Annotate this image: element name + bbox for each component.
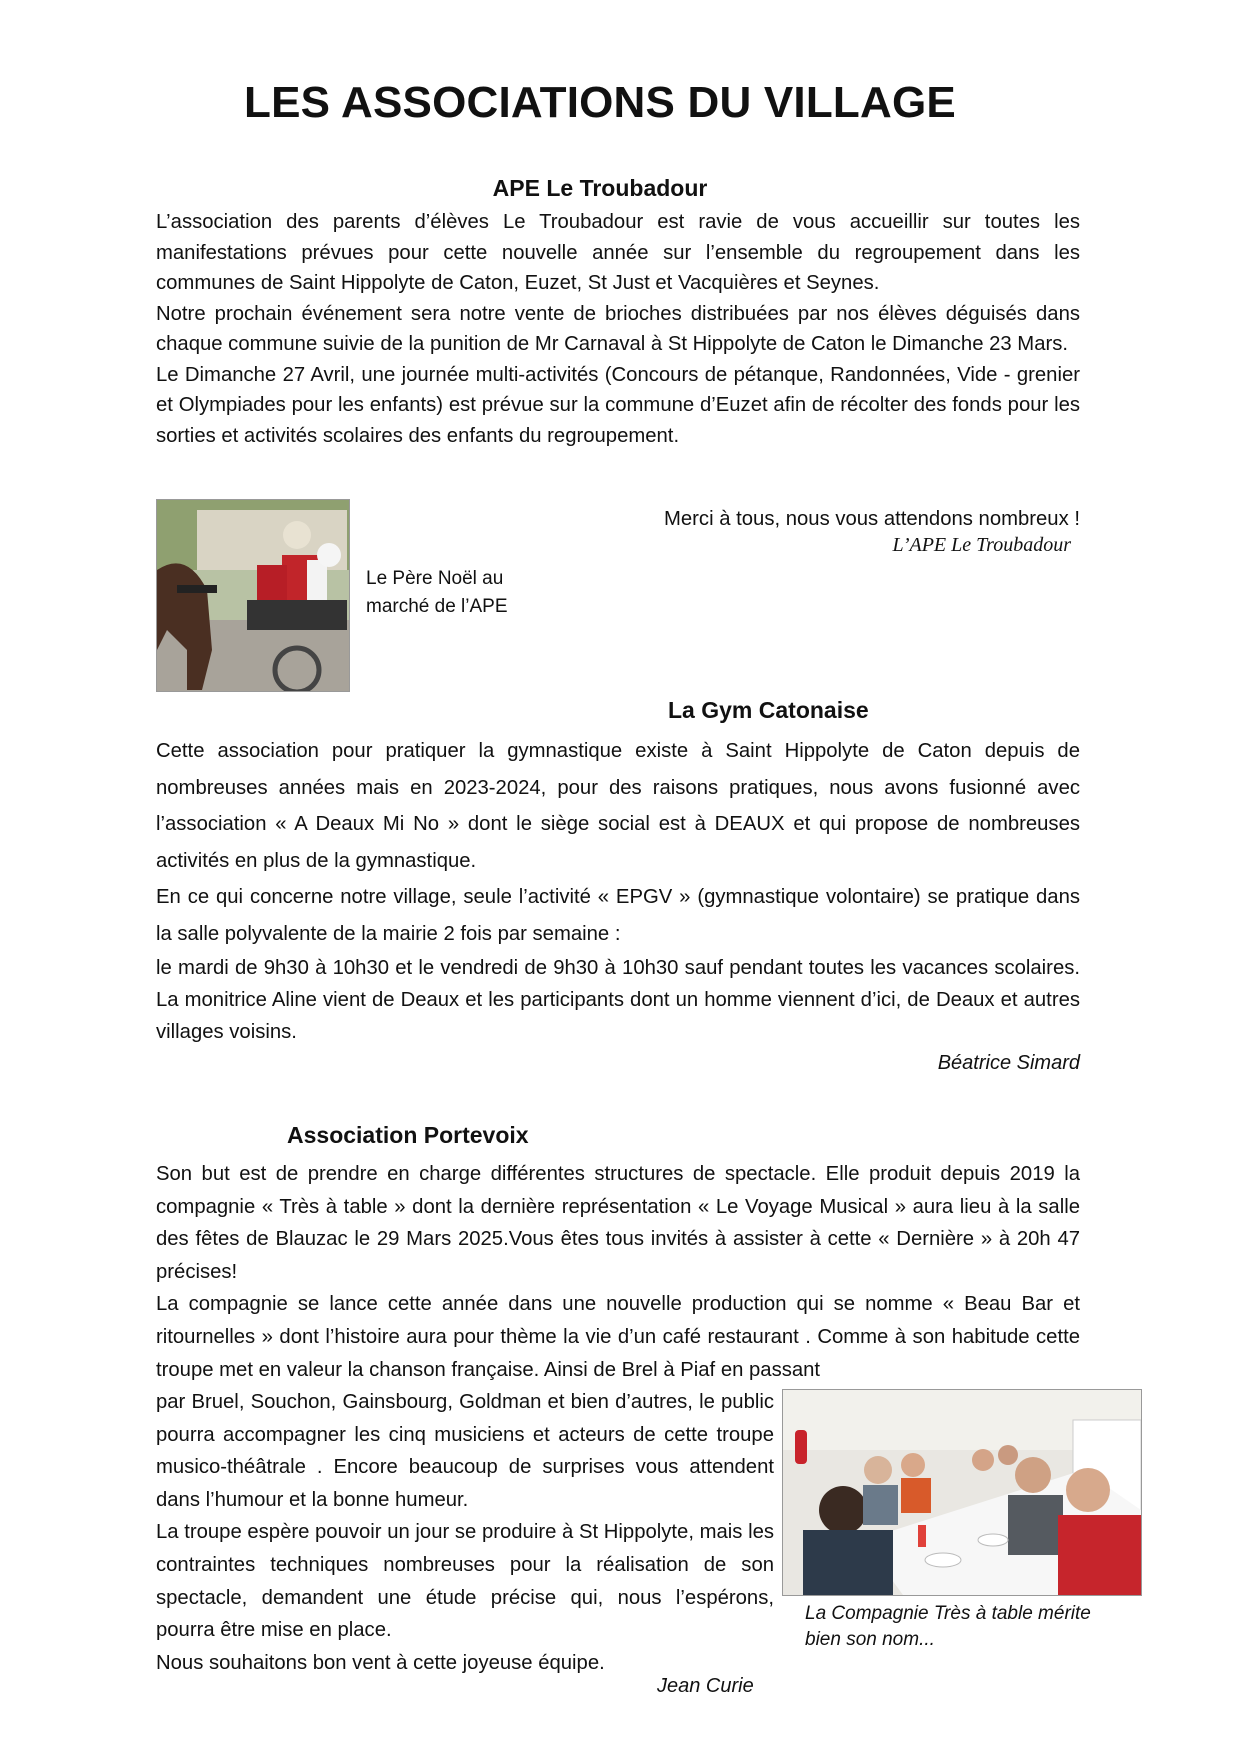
ape-body — [156, 207, 1080, 451]
gym-body — [156, 733, 1080, 1048]
gym-paragraph-2: En ce qui concerne notre village, seule l’activité « EPGV » (gymnastique volontaire) se pratique dans la salle polyvalente de la mairie 2 fois par semaine : — [156, 886, 1080, 945]
ape-paragraph-2: Notre prochain événement sera notre vente de brioches distribuées par nos élèves déguisés dans chaque commune suivie de la punition de Mr Carnaval à St Hippolyte de Caton le Dimanche 23 Mars. — [156, 302, 1080, 355]
gym-heading: La Gym Catonaise — [668, 697, 869, 723]
portevoix-body-left — [156, 1386, 774, 1679]
ape-thanks: Merci à tous, nous vous attendons nombreux ! — [664, 508, 1080, 530]
portevoix-body-top — [156, 1158, 1080, 1386]
portevoix-paragraph-3: par Bruel, Souchon, Gainsbourg, Goldman et bien d’autres, le public pourra accompagner les cinq musiciens et acteurs de cette troupe musico-théâtrale . Encore beaucoup de surprises vous attendent dans l’humour et la bonne humeur. — [156, 1391, 774, 1511]
gym-signature: Béatrice Simard — [937, 1052, 1080, 1074]
gym-paragraph-1: Cette association pour pratiquer la gymnastique existe à Saint Hippolyte de Caton depuis de nombreuses années mais en 2023-2024, pour des raisons pratiques, nous avons fusionné avec l’association « A Deaux Mi No » dont le siège social est à DEAUX et qui propose de nombreuses activités en plus de la gymnastique. — [156, 740, 1080, 872]
ape-signature: L’APE Le Troubadour — [892, 534, 1071, 556]
santa-photo-caption — [366, 565, 508, 621]
portevoix-signature: Jean Curie — [657, 1675, 754, 1697]
portevoix-paragraph-4: La troupe espère pouvoir un jour se produire à St Hippolyte, mais les contraintes techniques nombreuses pour la réalisation de son spectacle, demandent une étude précise qui, nous l’espérons, pourra être mise en place. — [156, 1521, 774, 1642]
troupe-photo-caption — [805, 1601, 1091, 1653]
portevoix-heading: Association Portevoix — [287, 1122, 529, 1148]
page-title: LES ASSOCIATIONS DU VILLAGE — [244, 78, 956, 127]
ape-heading: APE Le Troubadour — [492, 175, 708, 201]
troupe-caption-line-1: La Compagnie Très à table mérite — [805, 1603, 1091, 1624]
troupe-caption-line-2: bien son nom... — [805, 1629, 935, 1650]
gym-paragraph-3: le mardi de 9h30 à 10h30 et le vendredi de 9h30 à 10h30 sauf pendant toutes les vacances scolaires. La monitrice Aline vient de Deaux et les participants dont un homme viennent d’ici, de Deaux et autres villages voisins. — [156, 957, 1080, 1043]
santa-caption-line-1: Le Père Noël au — [366, 568, 504, 589]
ape-paragraph-3: Le Dimanche 27 Avril, une journée multi-activités (Concours de pétanque, Randonnées, Vide - grenier et Olympiades pour les enfants) est prévue sur la commune d’Euzet afin de récolter des fonds pour les sorties et activités scolaires des enfants du regroupement. — [156, 363, 1080, 447]
ape-paragraph-1: L’association des parents d’élèves Le Troubadour est ravie de vous accueillir sur toutes les manifestations prévues pour cette nouvelle année sur l’ensemble du regroupement dans les communes de Saint Hippolyte de Caton, Euzet, St Just et Vacquières et Seynes. — [156, 211, 1080, 294]
santa-carriage-photo — [157, 500, 349, 691]
santa-caption-line-2: marché de l’APE — [366, 596, 508, 617]
troupe-table-photo — [783, 1390, 1141, 1595]
portevoix-paragraph-1: Son but est de prendre en charge différentes structures de spectacle. Elle produit depuis 2019 la compagnie « Très à table » dont la dernière représentation « Le Voyage Musical » aura lieu à la salle des fêtes de Blauzac le 29 Mars 2025.Vous êtes tous invités à assister à cette « Dernière » à 20h 47 précises! — [156, 1163, 1080, 1283]
portevoix-paragraph-5: Nous souhaitons bon vent à cette joyeuse équipe. — [156, 1651, 605, 1674]
portevoix-paragraph-2: La compagnie se lance cette année dans une nouvelle production qui se nomme « Beau Bar et ritournelles » dont l’histoire aura pour thème la vie d’un café restaurant . Comme à son habitude cette troupe met en valeur la chanson française. Ainsi de Brel à Piaf en passant — [156, 1293, 1080, 1381]
